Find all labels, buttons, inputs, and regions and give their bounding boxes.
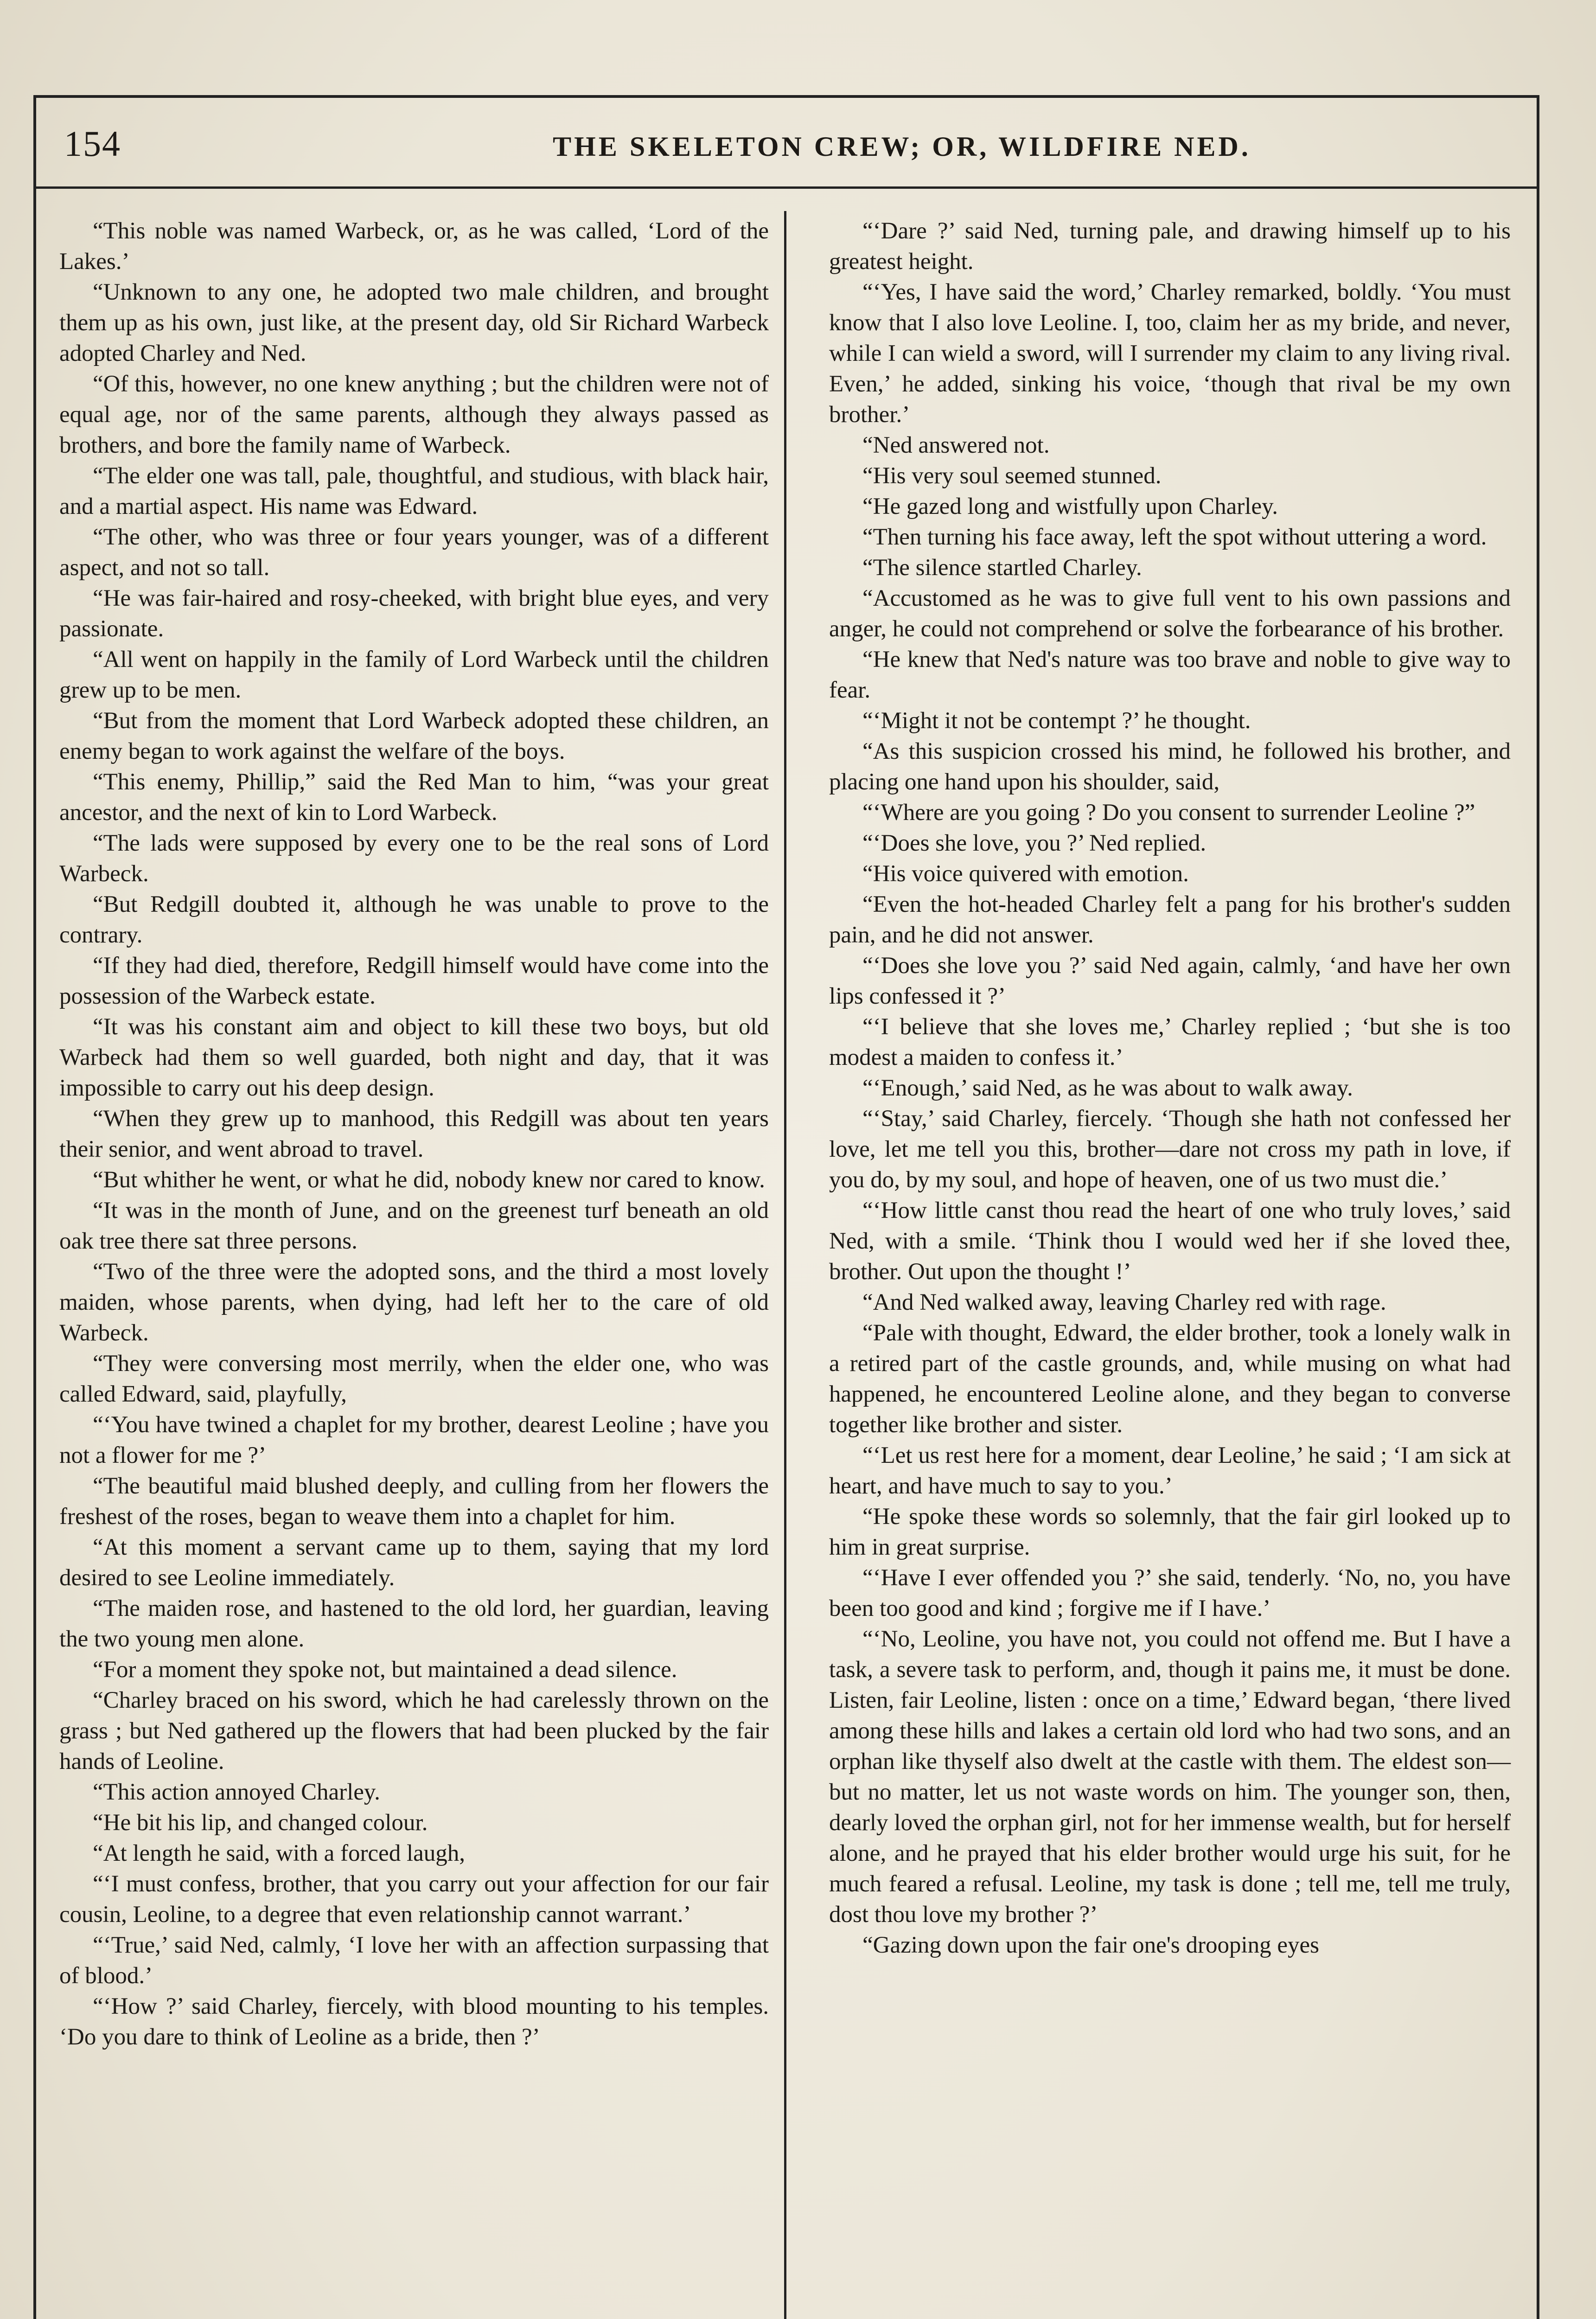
paragraph: “‘Might it not be contempt ?’ he thought. [862,708,1251,734]
paragraph: “It was his constant aim and object to kill these two boys, but old Warbeck had them so well guarded, both night and day, that it was impossible to carry out his deep design. [59,1014,769,1101]
paragraph: “But from the moment that Lord Warbeck adopted these children, an enemy began to work against the welfare of the boys. [59,708,769,764]
paragraph: “‘Yes, I have said the word,’ Charley remarked, boldly. ‘You must know that I also love Leoline. I, too, claim her as my bride, and never, while I can wield a sword, will I surrender my claim to any living rival. Even,’ he added, sinking his voice, ‘though that rival be my own brother.’ [829,279,1511,428]
paragraph: “‘Enough,’ said Ned, as he was about to walk away. [862,1075,1353,1101]
paragraph: “It was in the month of June, and on the greenest turf beneath an old oak tree there sat three persons. [59,1198,769,1254]
paragraph: “He gazed long and wistfully upon Charley. [862,493,1278,519]
paragraph: “Ned answered not. [862,432,1050,458]
paragraph: “His very soul seemed stunned. [862,463,1162,489]
paragraph: “Gazing down upon the fair one's drooping eyes [862,1932,1320,1958]
paragraph: “If they had died, therefore, Redgill himself would have come into the possession of the Warbeck estate. [59,953,769,1009]
paragraph: “The elder one was tall, pale, thoughtful, and studious, with black hair, and a martial aspect. His name was Edward. [59,463,769,519]
column-divider [784,211,786,2319]
right-text-column [829,216,1511,1960]
paragraph: “At length he said, with a forced laugh, [93,1840,466,1866]
paragraph: “And Ned walked away, leaving Charley red with rage. [862,1289,1386,1315]
paragraph: “‘You have twined a chaplet for my brother, dearest Leoline ; have you not a flower for me ?’ [59,1412,769,1468]
paragraph: “Unknown to any one, he adopted two male children, and brought them up as his own, just like, at the present day, old Sir Richard Warbeck adopted Charley and Ned. [59,279,769,366]
left-border-rule [33,95,36,2319]
paragraph: “Charley braced on his sword, which he had carelessly thrown on the grass ; but Ned gathered up the flowers that had been plucked by the fair hands of Leoline. [59,1687,769,1774]
paragraph: “Then turning his face away, left the spot without uttering a word. [862,524,1487,550]
top-border-rule [33,95,1539,98]
paragraph: “‘Does she love, you ?’ Ned replied. [862,830,1207,856]
paragraph: “‘Dare ?’ said Ned, turning pale, and drawing himself up to his greatest height. [829,218,1511,275]
paragraph: “This action annoyed Charley. [93,1779,380,1805]
paragraph: “Accustomed as he was to give full vent to his own passions and anger, he could not comprehend or solve the forbearance of his brother. [829,585,1511,642]
paragraph: “They were conversing most merrily, when the elder one, who was called Edward, said, playfully, [59,1351,769,1407]
paragraph: “‘I believe that she loves me,’ Charley replied ; ‘but she is too modest a maiden to confess it.’ [829,1014,1511,1070]
paragraph: “He was fair-haired and rosy-cheeked, with bright blue eyes, and very passionate. [59,585,769,642]
paragraph: “He knew that Ned's nature was too brave and noble to give way to fear. [829,647,1511,703]
left-text-column [59,216,769,2052]
paragraph: “As this suspicion crossed his mind, he followed his brother, and placing one hand upon his shoulder, said, [829,738,1511,795]
paragraph: “His voice quivered with emotion. [862,861,1189,887]
paragraph: “But Redgill doubted it, although he was unable to prove to the contrary. [59,891,769,948]
paragraph: “All went on happily in the family of Lord Warbeck until the children grew up to be men. [59,647,769,703]
paragraph: “The lads were supposed by every one to be the real sons of Lord Warbeck. [59,830,769,887]
paragraph: “At this moment a servant came up to them, saying that my lord desired to see Leoline immediately. [59,1534,769,1591]
running-title: THE SKELETON CREW; OR, WILDFIRE NED. [553,131,1251,162]
paragraph: “‘Have I ever offended you ?’ she said, tenderly. ‘No, no, you have been too good and kind ; forgive me if I have.’ [829,1565,1511,1621]
paragraph: “The beautiful maid blushed deeply, and culling from her flowers the freshest of the roses, began to weave them into a chaplet for him. [59,1473,769,1530]
paragraph: “Pale with thought, Edward, the elder brother, took a lonely walk in a retired part of the castle grounds, and, while musing on what had happened, he encountered Leoline alone, and they began to converse together like brother and sister. [829,1320,1511,1438]
paragraph: “‘How ?’ said Charley, fiercely, with blood mounting to his temples. ‘Do you dare to think of Leoline as a bride, then ?’ [59,1993,769,2050]
paragraph: “When they grew up to manhood, this Redgill was about ten years their senior, and went abroad to travel. [59,1106,769,1162]
paragraph: “But whither he went, or what he did, nobody knew nor cared to know. [93,1167,765,1193]
paragraph: “For a moment they spoke not, but maintained a dead silence. [93,1657,677,1683]
paragraph: “He bit his lip, and changed colour. [93,1810,428,1836]
paragraph: “‘True,’ said Ned, calmly, ‘I love her with an affection surpassing that of blood.’ [59,1932,769,1989]
paragraph: “‘Stay,’ said Charley, fiercely. ‘Though she hath not confessed her love, let me tell you this, brother—dare not cross my path in love, if you do, by my soul, and hope of heaven, one of us two must die.’ [829,1106,1511,1193]
paragraph: “Of this, however, no one knew anything ; but the children were not of equal age, nor of the same parents, although they always passed as brothers, and bore the family name of Warbeck. [59,371,769,458]
paragraph: “The other, who was three or four years younger, was of a different aspect, and not so tall. [59,524,769,581]
header-rule [33,186,1539,189]
right-border-rule [1537,95,1539,2319]
paragraph: “‘Let us rest here for a moment, dear Leoline,’ he said ; ‘I am sick at heart, and have much to say to you.’ [829,1442,1511,1499]
paragraph: “This noble was named Warbeck, or, as he was called, ‘Lord of the Lakes.’ [59,218,769,275]
paragraph: “Even the hot-headed Charley felt a pang for his brother's sudden pain, and he did not answer. [829,891,1511,948]
paragraph: “‘No, Leoline, you have not, you could not offend me. But I have a task, a severe task to perform, and, though it pains me, it must be done. Listen, fair Leoline, listen : once on a time,’ Edward began, ‘there lived among these hills and lakes a certain old lord who had two sons, and an orphan like thyself also dwelt at the castle with them. The eldest son—but no matter, let us not waste words on him. The younger son, then, dearly loved the orphan girl, not for her immense wealth, but for herself alone, and he prayed that his elder brother would urge his suit, for he much feared a refusal. Leoline, my task is done ; tell me, tell me truly, dost thou love my brother ?’ [829,1626,1511,1928]
paragraph: “This enemy, Phillip,” said the Red Man to him, “was your great ancestor, and the next of kin to Lord Warbeck. [59,769,769,826]
paragraph: “‘How little canst thou read the heart of one who truly loves,’ said Ned, with a smile. ‘Think thou I would wed her if she loved thee, brother. Out upon the thought !’ [829,1198,1511,1285]
paragraph: “The silence startled Charley. [862,555,1142,581]
paragraph: “He spoke these words so solemnly, that the fair girl looked up to him in great surprise. [829,1504,1511,1560]
paragraph: “‘Does she love you ?’ said Ned again, calmly, ‘and have her own lips confessed it ?’ [829,953,1511,1009]
paragraph: “Two of the three were the adopted sons, and the third a most lovely maiden, whose parents, when dying, had left her to the care of old Warbeck. [59,1259,769,1346]
paragraph: “‘I must confess, brother, that you carry out your affection for our fair cousin, Leoline, to a degree that even relationship cannot warrant.’ [59,1871,769,1928]
paragraph: “The maiden rose, and hastened to the old lord, her guardian, leaving the two young men alone. [59,1595,769,1652]
paragraph: “‘Where are you going ? Do you consent to surrender Leoline ?” [862,800,1475,826]
page-number: 154 [64,123,121,164]
